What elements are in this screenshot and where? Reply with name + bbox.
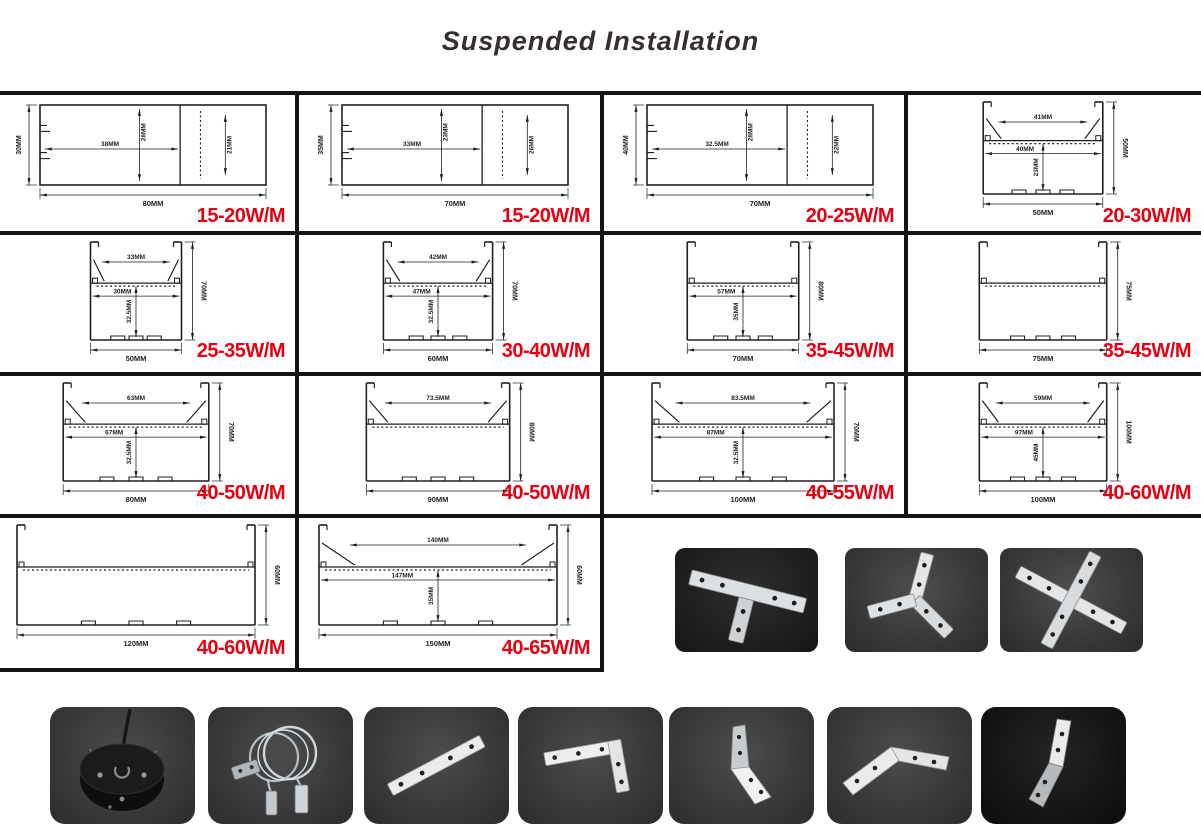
wattage-label: 40-65W/M <box>501 637 590 659</box>
svg-text:59MM: 59MM <box>1033 395 1053 402</box>
svg-text:32.5MM: 32.5MM <box>125 299 133 324</box>
svg-text:67MM: 67MM <box>104 429 123 437</box>
wattage-label: 40-60W/M <box>1102 482 1191 504</box>
svg-text:80MM: 80MM <box>816 281 824 301</box>
svg-text:147MM: 147MM <box>391 572 414 580</box>
svg-text:70MM: 70MM <box>226 422 234 442</box>
svg-text:80MM: 80MM <box>527 422 535 442</box>
corner-bracket-icon <box>669 707 814 824</box>
angled-connector-icon <box>981 707 1126 824</box>
svg-text:23MM: 23MM <box>1033 158 1040 177</box>
svg-text:100MM: 100MM <box>1124 420 1132 444</box>
svg-text:35MM: 35MM <box>732 302 740 321</box>
l-connector-icon <box>518 707 663 824</box>
svg-text:30MM: 30MM <box>112 288 131 296</box>
svg-text:90MM: 90MM <box>427 495 449 504</box>
profile-cell-5 <box>0 236 295 371</box>
angled-connector-photo <box>981 707 1126 824</box>
svg-text:22MM: 22MM <box>832 135 840 155</box>
svg-text:70MM: 70MM <box>732 354 753 363</box>
svg-text:40MM: 40MM <box>1016 146 1035 154</box>
wattage-label: 40-50W/M <box>196 482 285 504</box>
suspension-wire-photo <box>208 707 353 824</box>
svg-text:32.5MM: 32.5MM <box>428 299 435 324</box>
svg-text:32.5MM: 32.5MM <box>125 440 133 465</box>
svg-text:35MM: 35MM <box>318 135 325 155</box>
svg-text:38MM: 38MM <box>100 141 119 148</box>
wattage-label: 40-55W/M <box>805 482 894 504</box>
profile-cell-1 <box>0 96 295 230</box>
svg-text:97MM: 97MM <box>1014 429 1033 437</box>
profile-drawing <box>10 96 286 218</box>
wattage-label: 15-20W/M <box>196 205 285 227</box>
wattage-label: 40-50W/M <box>501 482 590 504</box>
t-connector-photo <box>675 548 818 652</box>
svg-text:75MM: 75MM <box>1032 354 1054 363</box>
wattage-label: 40-60W/M <box>196 637 285 659</box>
svg-text:33MM: 33MM <box>403 141 422 148</box>
svg-text:23MM: 23MM <box>442 123 450 142</box>
wattage-label: 25-35W/M <box>196 340 285 362</box>
svg-text:26MM: 26MM <box>528 135 536 155</box>
ceiling-canopy-icon <box>50 707 195 824</box>
x-connector-icon <box>1000 548 1143 652</box>
svg-text:33MM: 33MM <box>126 254 145 261</box>
profile-drawing <box>919 96 1191 218</box>
profile-cell-13 <box>0 519 295 668</box>
profile-cell-14 <box>300 519 600 668</box>
grid-line <box>295 91 299 672</box>
svg-text:70MM: 70MM <box>851 422 859 442</box>
wattage-label: 20-25W/M <box>805 205 894 227</box>
profile-cell-3 <box>605 96 904 230</box>
svg-text:73.5MM: 73.5MM <box>426 395 450 402</box>
svg-text:45MM: 45MM <box>1033 443 1040 462</box>
v-connector-icon <box>827 707 972 824</box>
svg-text:21MM: 21MM <box>225 135 233 155</box>
l-connector-photo <box>518 707 663 824</box>
suspension-wire-icon <box>208 707 353 824</box>
profile-drawing <box>617 96 893 218</box>
t-connector-icon <box>675 548 818 652</box>
svg-text:120MM: 120MM <box>122 639 149 648</box>
svg-text:70MM: 70MM <box>749 199 770 208</box>
svg-text:28MM: 28MM <box>746 123 754 142</box>
svg-text:100MM: 100MM <box>1030 495 1056 504</box>
svg-text:140MM: 140MM <box>427 537 449 544</box>
svg-text:35MM: 35MM <box>428 586 435 606</box>
profile-cell-4 <box>909 96 1201 230</box>
svg-text:57MM: 57MM <box>716 288 735 296</box>
profile-cell-2 <box>300 96 600 230</box>
svg-text:150MM: 150MM <box>425 639 451 648</box>
svg-text:50MM: 50MM <box>1120 138 1128 158</box>
profile-cell-10 <box>300 377 600 513</box>
grid-line <box>600 91 604 672</box>
y-connector-photo <box>845 548 988 652</box>
ceiling-canopy-photo <box>50 707 195 824</box>
corner-bracket-photo <box>669 707 814 824</box>
svg-text:32.5MM: 32.5MM <box>704 141 729 148</box>
x-connector-photo <box>1000 548 1143 652</box>
svg-text:30MM: 30MM <box>15 135 23 155</box>
svg-text:47MM: 47MM <box>412 288 431 296</box>
svg-text:32.5MM: 32.5MM <box>732 440 740 465</box>
straight-connector-icon <box>364 707 509 824</box>
grid-line <box>0 668 603 672</box>
svg-text:75MM: 75MM <box>1124 281 1132 301</box>
svg-text:41MM: 41MM <box>1033 114 1053 121</box>
profile-cell-9 <box>0 377 295 513</box>
svg-text:70MM: 70MM <box>510 281 518 301</box>
svg-text:83.5MM: 83.5MM <box>730 395 755 402</box>
svg-text:60MM: 60MM <box>272 565 280 585</box>
svg-text:63MM: 63MM <box>126 395 145 402</box>
svg-text:60MM: 60MM <box>575 565 582 585</box>
page-title: Suspended Installation <box>441 26 760 56</box>
wattage-label: 30-40W/M <box>501 340 590 362</box>
profile-cell-7 <box>605 236 904 371</box>
profile-cell-11 <box>605 377 904 513</box>
svg-text:40MM: 40MM <box>622 135 630 155</box>
svg-text:70MM: 70MM <box>444 199 466 208</box>
profile-drawing <box>7 519 289 649</box>
straight-connector-photo <box>364 707 509 824</box>
svg-text:80MM: 80MM <box>142 199 163 208</box>
svg-text:42MM: 42MM <box>428 254 448 261</box>
svg-text:50MM: 50MM <box>1032 208 1054 217</box>
svg-text:70MM: 70MM <box>199 281 206 301</box>
svg-text:100MM: 100MM <box>729 495 756 504</box>
svg-text:60MM: 60MM <box>427 354 449 363</box>
svg-text:50MM: 50MM <box>125 354 146 363</box>
profile-drawing <box>312 96 588 218</box>
svg-text:28MM: 28MM <box>139 123 147 142</box>
wattage-label: 15-20W/M <box>501 205 590 227</box>
wattage-label: 20-30W/M <box>1102 205 1191 227</box>
svg-text:87MM: 87MM <box>706 429 725 437</box>
profile-cell-8 <box>909 236 1201 371</box>
profile-cell-12 <box>909 377 1201 513</box>
svg-text:80MM: 80MM <box>125 495 146 504</box>
profile-drawing <box>309 519 591 649</box>
wattage-label: 35-45W/M <box>805 340 894 362</box>
y-connector-icon <box>845 548 988 652</box>
grid-line <box>904 91 908 518</box>
v-connector-photo <box>827 707 972 824</box>
profile-cell-6 <box>300 236 600 371</box>
wattage-label: 35-45W/M <box>1102 340 1191 362</box>
